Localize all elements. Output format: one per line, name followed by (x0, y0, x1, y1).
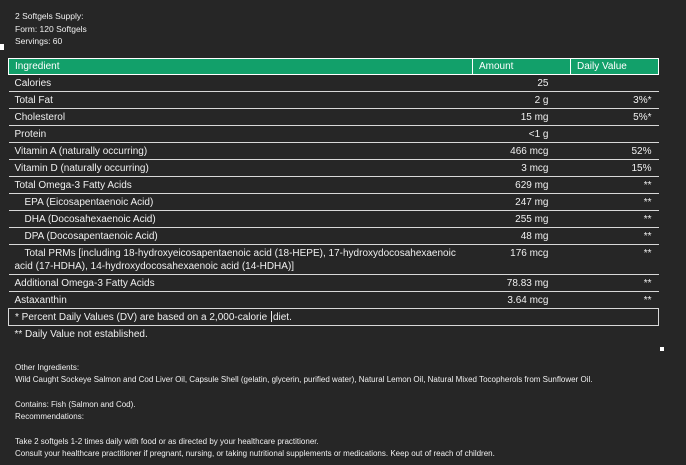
other-info (15, 362, 685, 460)
ingredient-name: Astaxanthin (9, 292, 473, 309)
ingredient-name: Cholesterol (9, 109, 473, 126)
allergen-statement: Contains: Fish (Salmon and Cod). (15, 399, 136, 409)
ingredient-name: Calories (9, 75, 473, 92)
ingredient-name: Total Omega-3 Fatty Acids (9, 177, 473, 194)
table-row (9, 211, 659, 228)
ingredient-amount: 255 mg (473, 211, 571, 228)
servings-line: Servings: 60 (15, 36, 63, 46)
ingredient-amount: 629 mg (473, 177, 571, 194)
footnote-dv-text: * Percent Daily Values (DV) are based on a 2,000-calorie (15, 312, 268, 323)
table-row (9, 126, 659, 143)
table-row (9, 275, 659, 292)
ingredient-daily-value: 52% (571, 143, 659, 160)
footnote-dv-text-end: diet. (272, 312, 292, 323)
ingredient-daily-value: 15% (571, 160, 659, 177)
other-ingredients-text: Wild Caught Sockeye Salmon and Cod Liver Oil, Capsule Shell (gelatin, glycerin, purified water), Natural Lemon Oil, Natural Mixed Tocopherols from Sunflower Oil. (15, 375, 593, 385)
ingredient-daily-value: ** (571, 245, 659, 275)
table-row (9, 75, 659, 92)
ingredient-amount: 25 (473, 75, 571, 92)
table-row (9, 143, 659, 160)
other-ingredients-heading: Other Ingredients: (15, 363, 80, 372)
selection-handle[interactable] (0, 44, 4, 50)
resize-handle[interactable] (660, 347, 664, 351)
supply-info (15, 10, 87, 48)
table-row (9, 245, 659, 275)
ingredient-amount: 247 mg (473, 194, 571, 211)
ingredient-name: Additional Omega-3 Fatty Acids (9, 275, 473, 292)
recommendations-heading: Recommendations: (15, 412, 84, 422)
ingredient-name: Protein (9, 126, 473, 143)
warning-text: Consult your healthcare practitioner if pregnant, nursing, or taking nutritional supplements or medications. Keep out of reach of children. (15, 449, 495, 459)
ingredient-name: DPA (Docosapentaenoic Acid) (9, 228, 473, 245)
table-row (9, 177, 659, 194)
ingredient-name: Total Fat (9, 92, 473, 109)
ingredient-daily-value (571, 126, 659, 143)
header-amount: Amount (473, 59, 571, 75)
table-body (9, 75, 659, 309)
form-line: Form: 120 Softgels (15, 23, 87, 34)
ingredient-amount: 466 mcg (473, 143, 571, 160)
ingredient-daily-value: ** (571, 275, 659, 292)
ingredient-daily-value: ** (571, 292, 659, 309)
ingredient-daily-value: ** (571, 177, 659, 194)
supplement-facts-table (8, 58, 659, 342)
footnote-row (9, 326, 659, 343)
ingredient-amount: 176 mcg (473, 245, 571, 275)
ingredient-name: Vitamin A (naturally occurring) (9, 143, 473, 160)
ingredient-amount: 3 mcg (473, 160, 571, 177)
table-row (9, 228, 659, 245)
ingredient-amount: <1 g (473, 126, 571, 143)
table-row (9, 160, 659, 177)
ingredient-amount: 15 mg (473, 109, 571, 126)
table-row (9, 92, 659, 109)
table-row (9, 194, 659, 211)
directions-text: Take 2 softgels 1-2 times daily with food or as directed by your healthcare practitioner. (15, 436, 319, 446)
table-header-row (9, 59, 659, 75)
ingredient-name: EPA (Eicosapentaenoic Acid) (9, 194, 473, 211)
ingredient-daily-value: ** (571, 228, 659, 245)
ingredient-daily-value (571, 75, 659, 92)
supply-line: 2 Softgels Supply: (15, 11, 84, 21)
ingredient-daily-value: 5%* (571, 109, 659, 126)
ingredient-daily-value: 3%* (571, 92, 659, 109)
footnote-not-established: ** Daily Value not established. (14, 329, 148, 340)
header-daily-value: Daily Value (571, 59, 659, 75)
table-row (9, 109, 659, 126)
table-row (9, 292, 659, 309)
ingredient-name: Vitamin D (naturally occurring) (9, 160, 473, 177)
ingredient-amount: 3.64 mcg (473, 292, 571, 309)
footnote-dv (9, 309, 659, 326)
header-ingredient: Ingredient (9, 59, 473, 75)
footnote-row (9, 309, 659, 326)
ingredient-amount: 2 g (473, 92, 571, 109)
ingredient-amount: 48 mg (473, 228, 571, 245)
ingredient-daily-value: ** (571, 194, 659, 211)
ingredient-daily-value: ** (571, 211, 659, 228)
ingredient-name: Total PRMs [including 18-hydroxyeicosapentaenoic acid (18-HEPE), 17-hydroxydocosahexaenoic acid (17-HDHA), 14-hydroxydocosahexaenoic acid (14-HDHA)] (9, 245, 473, 275)
ingredient-amount: 78.83 mg (473, 275, 571, 292)
text-cursor (271, 311, 272, 322)
ingredient-name: DHA (Docosahexaenoic Acid) (9, 211, 473, 228)
